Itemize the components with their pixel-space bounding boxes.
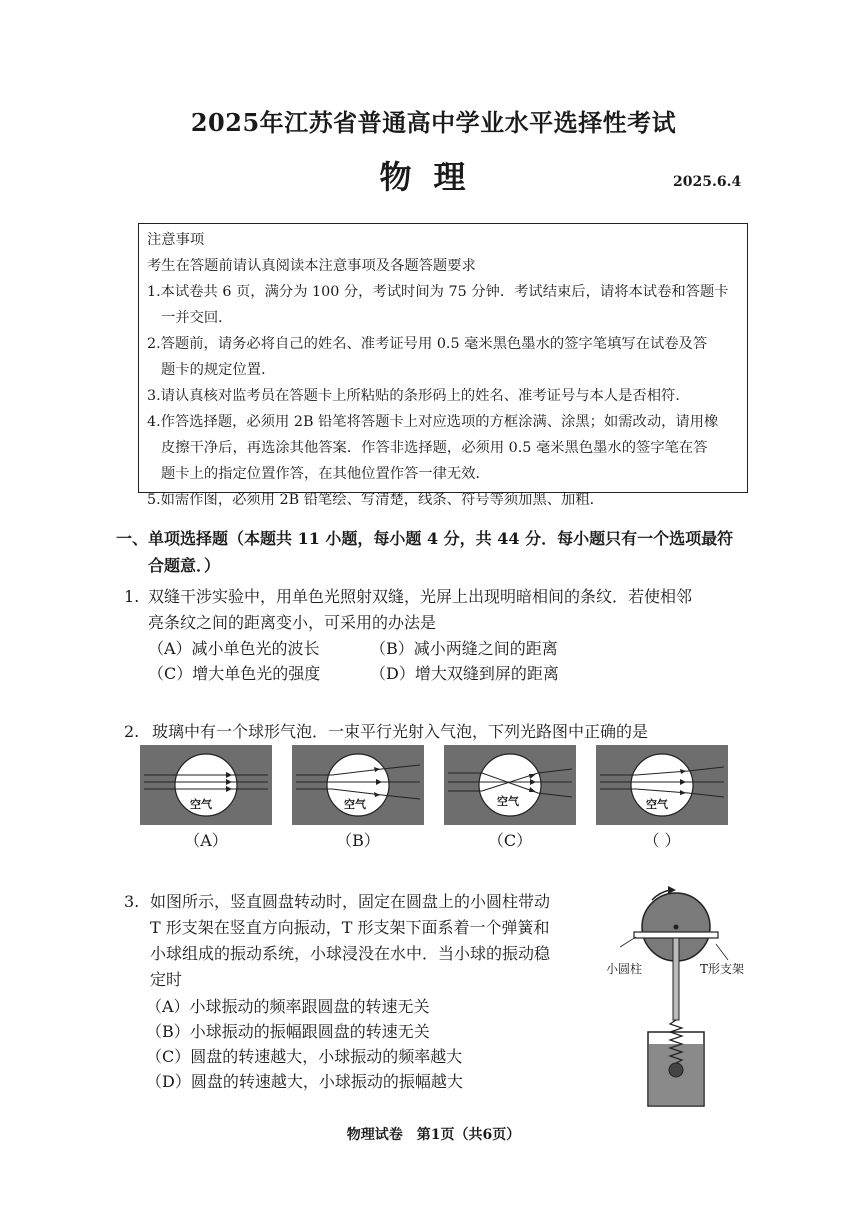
- q1-line2: 亮条纹之间的距离变小，可采用的办法是: [148, 613, 437, 632]
- q3-number: 3.: [124, 892, 140, 911]
- q3-line1: 如图所示，竖直圆盘转动时，固定在圆盘上的小圆柱带动: [150, 892, 551, 911]
- page-footer: 物理试卷 第1页（共6页）: [346, 1127, 521, 1143]
- q2-stem: 玻璃中有一个球形气泡．一束平行光射入气泡，下列光路图中正确的是: [152, 722, 649, 741]
- q3-line3: 小球组成的振动系统，小球浸没在水中．当小球的振动稳: [150, 944, 551, 963]
- q2-air-label-b: 空气: [344, 798, 366, 811]
- q1-line1: 双缝干涉实验中，用单色光照射双缝，光屏上出现明暗相间的条纹．若使相邻: [148, 587, 693, 606]
- q1-option-c: （C）增大单色光的强度: [148, 664, 321, 683]
- q2-label-d: （ ）: [643, 831, 681, 850]
- subject-title: 物理: [379, 158, 488, 196]
- q2-diagram-d: [596, 745, 728, 825]
- q2-diagram-a: [140, 745, 272, 825]
- q3-option-c: （C）圆盘的转速越大，小球振动的频率越大: [146, 1047, 463, 1066]
- q3-bracket-label: T形支架: [700, 962, 745, 976]
- exam-title: 2025年江苏省普通高中学业水平选择性考试: [190, 108, 677, 137]
- q1-option-a: （A）减小单色光的波长: [148, 639, 320, 658]
- notice-item-1: 1.本试卷共 6 页，满分为 100 分，考试时间为 75 分钟．考试结束后，请将本试卷和答题卡: [147, 284, 729, 300]
- notice-intro: 考生在答题前请认真阅读本注意事项及各题答题要求: [147, 258, 476, 274]
- q2-number: 2.: [124, 722, 140, 741]
- q2-label-c: （C）: [487, 831, 533, 850]
- exam-date: 2025.6.4: [673, 174, 742, 190]
- notice-item-5: 5.如需作图，必须用 2B 铅笔绘、写清楚，线条、符号等须加黑、加粗．: [147, 492, 604, 508]
- q2-label-b: （B）: [336, 831, 380, 850]
- q1-stem: [148, 584, 758, 636]
- section-heading-line2: 合题意．）: [148, 556, 221, 575]
- q1-option-b: （B）减小两缝之间的距离: [370, 639, 558, 658]
- notice-item-2: 2.答题前，请务必将自己的姓名、准考证号用 0.5 毫米黑色墨水的签字笔填写在试卷及答: [147, 336, 708, 352]
- q1-number: 1.: [124, 587, 140, 606]
- notice-item-4: 4.作答选择题，必须用 2B 铅笔将答题卡上对应选项的方框涂满、涂黑；如需改动，请用橡: [147, 414, 719, 430]
- notice-item-1-cont: 一并交回．: [161, 310, 233, 326]
- notice-item-2-cont: 题卡的规定位置．: [161, 362, 276, 378]
- q3-cylinder-label: 小圆柱: [606, 962, 643, 976]
- section-heading-line1: 一、单项选择题（本题共 11 小题，每小题 4 分，共 44 分．每小题只有一个选项最符: [116, 529, 734, 548]
- q3-apparatus-figure: [612, 882, 752, 1110]
- q3-option-d: （D）圆盘的转速越大，小球振动的振幅越大: [146, 1072, 463, 1091]
- q2-air-label-c: 空气: [497, 795, 519, 808]
- notice-item-3: 3.请认真核对监考员在答题卡上所粘贴的条形码上的姓名、准考证号与本人是否相符．: [147, 388, 690, 404]
- q2-diagram-c: [444, 745, 576, 825]
- q3-stem: [150, 889, 600, 993]
- q1-option-d: （D）增大双缝到屏的距离: [370, 664, 559, 683]
- q3-line2: T 形支架在竖直方向振动，T 形支架下面系着一个弹簧和: [150, 918, 550, 937]
- q2-diagram-b: [292, 745, 424, 825]
- notice-box: [138, 223, 748, 508]
- q2-air-label-a: 空气: [190, 798, 212, 811]
- q2-air-label-d: 空气: [646, 798, 668, 811]
- q3-option-b: （B）小球振动的振幅跟圆盘的转速无关: [146, 1022, 430, 1041]
- q3-option-a: （A）小球振动的频率跟圆盘的转速无关: [146, 997, 430, 1016]
- q2-label-a: （A）: [184, 831, 228, 850]
- notice-item-4-cont: 皮擦干净后，再选涂其他答案．作答非选择题，必须用 0.5 毫米黑色墨水的签字笔在答: [161, 440, 708, 456]
- section-heading: [116, 525, 756, 579]
- q3-line4: 定时: [150, 970, 183, 989]
- notice-heading: 注意事项: [147, 232, 205, 248]
- notice-item-4-cont2: 题卡上的指定位置作答，在其他位置作答一律无效．: [161, 466, 490, 482]
